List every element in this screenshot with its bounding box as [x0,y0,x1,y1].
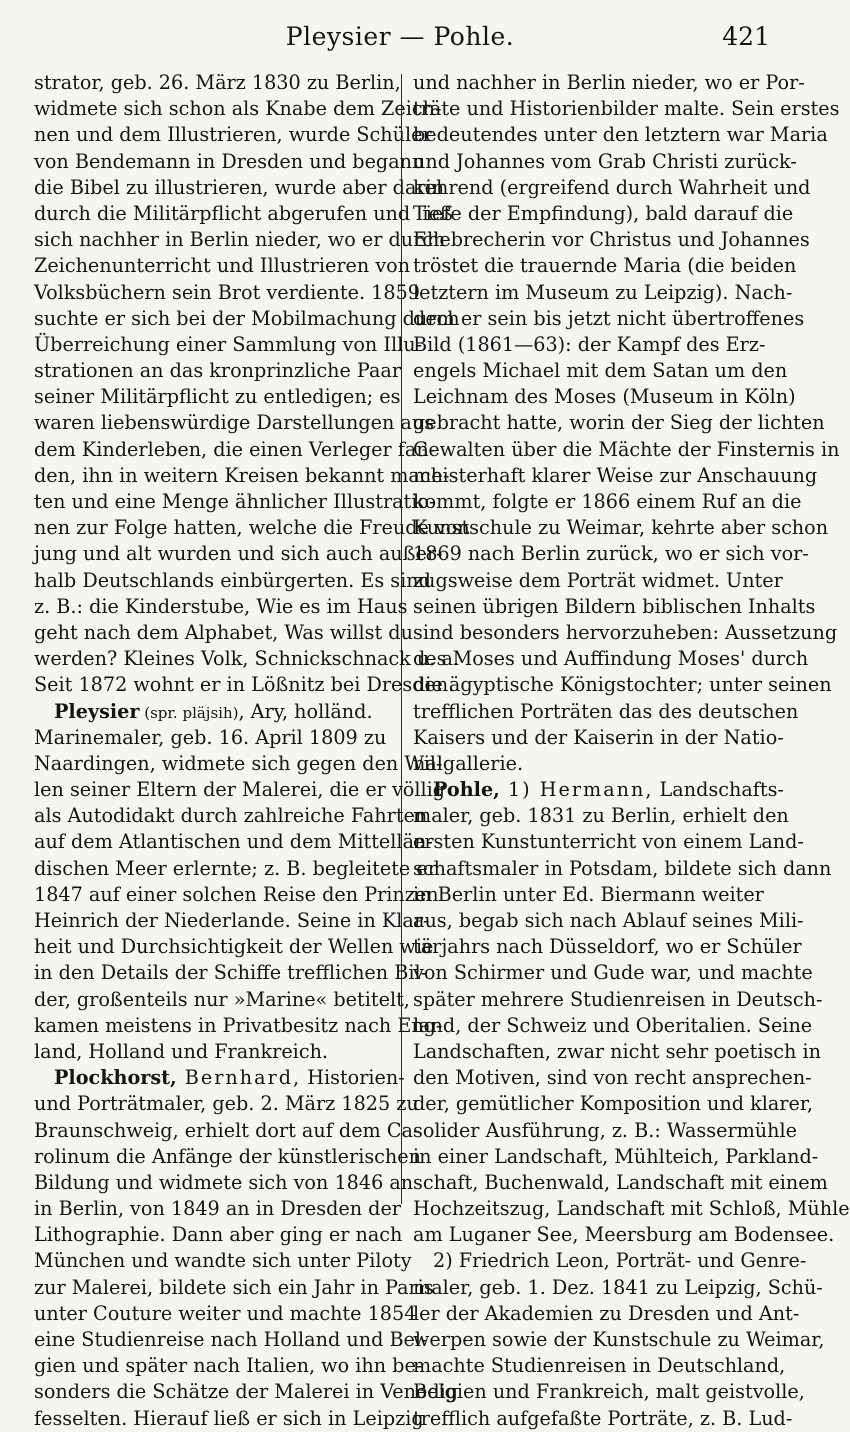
text-line [34,437,436,463]
text-line [413,96,840,122]
line-text: rolinum die Anfänge der künstlerischen [34,1144,422,1168]
line-text: Kunstschule zu Weimar, kehrte aber schon [413,516,829,540]
line-text: land, Holland und Frankreich. [34,1039,329,1063]
line-text: 1847 auf einer solchen Reise den Prinzen [34,882,439,906]
line-text: maler, geb. 1. Dez. 1841 zu Leipzig, Schü- [413,1275,823,1299]
line-text: solider Ausführung, z. B.: Wassermühle [413,1118,798,1142]
line-text: der, großenteils nur »Marine« betitelt, [34,987,410,1011]
text-line [413,306,805,332]
line-text: ten und eine Menge ähnlicher Illustratio- [34,490,436,513]
spaced-name: Bernhard, [176,1066,302,1090]
text-line [34,1222,403,1248]
text-line [34,882,439,908]
text-line [413,1039,821,1065]
text-line [413,149,797,175]
text-line [413,1196,850,1222]
line-text: den Motiven, sind von recht ansprechen- [413,1066,812,1090]
text-line [413,122,828,148]
line-text: dem er sein bis jetzt nicht übertroffenes [413,306,805,330]
text-line [413,70,805,96]
text-line [413,1091,814,1117]
text-line [34,149,425,175]
line-text: Historien- [301,1066,405,1090]
entry-heading-line [34,699,390,725]
text-line [34,201,453,227]
line-text: bedeutendes unter den letztern war Maria [413,123,828,147]
text-line [34,1196,401,1222]
text-line [413,175,811,201]
line-text: tärjahrs nach Düsseldorf, wo er Schüler [413,935,802,959]
line-text: in einer Landschaft, Mühlteich, Parkland- [413,1144,819,1168]
text-line [34,751,443,777]
line-text: Bildung und widmete sich von 1846 an [34,1170,414,1194]
line-text: Lithographie. Dann aber ging er nach [34,1223,403,1247]
line-text: strationen an das kronprinzliche Paar [34,359,401,383]
text-line [34,1144,422,1170]
text-line [413,1222,835,1248]
text-line [34,1327,428,1353]
text-line [34,515,470,541]
text-line [34,1091,419,1117]
line-text: kommt, folgte er 1866 einem Ruf an die [413,490,802,513]
text-line [413,960,813,986]
line-text: eine Studienreise nach Holland und Bel- [34,1328,428,1351]
line-text: halb Deutschlands einbürgerten. Es sind [34,568,431,592]
text-line [413,280,793,306]
line-text: trefflich aufgefaßte Porträte, z. B. Lud- [413,1406,793,1430]
text-line [34,410,435,436]
entry-headword: Plockhorst, [54,1066,177,1090]
text-line [34,1275,434,1301]
text-line [34,1406,424,1432]
line-text: kehrend (ergreifend durch Wahrheit und [413,175,811,199]
line-text: fesselten. Hierauf ließ er sich in Leipzig [34,1406,424,1430]
line-text: geht nach dem Alphabet, Was willst du [34,620,413,644]
line-text: engels Michael mit dem Satan um den [413,359,788,383]
text-line [413,856,832,882]
text-line [34,1248,412,1274]
line-text: von Bendemann in Dresden und begann [34,149,425,173]
text-line [413,829,804,855]
text-line [413,384,796,410]
text-line [413,699,799,725]
text-line [34,1039,390,1065]
line-text: Belgien und Frankreich, malt geistvolle, [413,1380,805,1404]
line-text: heit und Durchsichtigkeit der Wellen wie [34,935,434,959]
line-text: dischen Meer erlernte; z. B. begleitete er [34,856,437,880]
page-number: 421 [722,22,770,51]
text-line [34,1379,459,1405]
text-line [413,1118,798,1144]
line-text: Hochzeitszug, Landschaft mit Schloß, Mühle [413,1197,850,1221]
line-text: als Autodidakt durch zahlreiche Fahrten [34,804,428,828]
text-line [413,332,769,358]
line-text: zugsweise dem Porträt widmet. Unter [413,568,783,592]
line-text: Gewalten über die Mächte der Finsternis in [413,437,840,461]
line-text: machte Studienreisen in Deutschland, [413,1354,786,1378]
text-line [413,1353,786,1379]
line-text: Braunschweig, erhielt dort auf dem Ca- [34,1118,420,1142]
text-line [34,227,446,253]
line-text: seiner Militärpflicht zu entledigen; es [34,385,401,409]
line-text: Naardingen, widmete sich gegen den Wil- [34,751,443,775]
line-text: ersten Kunstunterricht von einem Land- [413,830,804,854]
text-line [34,803,428,829]
line-text: Leichnam des Moses (Museum in Köln) [413,385,796,409]
text-line [34,70,401,96]
text-line [413,1406,793,1432]
text-line [413,1013,813,1039]
text-line [34,489,436,515]
line-text: dem Kinderleben, die einen Verleger fan- [34,437,436,461]
pronunciation-note: (spr. pläjsih) [139,703,239,722]
text-line [34,1170,414,1196]
line-text: und Johannes vom Grab Christi zurück- [413,149,797,173]
text-line [413,253,797,279]
text-line [34,463,450,489]
line-text: 2) Friedrich Leon, Porträt- und Genre- [433,1249,807,1273]
text-line [413,489,802,515]
text-line [34,306,460,332]
text-line [34,620,413,646]
text-line [413,541,809,567]
text-line [34,1301,417,1327]
text-line [413,201,794,227]
line-text: jung und alt wurden und sich auch außer- [34,542,443,566]
line-text: zur Malerei, bildete sich ein Jahr in Paris [34,1275,434,1299]
line-text: letztern im Museum zu Leipzig). Nach- [413,280,793,304]
text-line [413,987,823,1013]
text-line [34,987,410,1013]
text-line [34,725,390,751]
line-text: gien und später nach Italien, wo ihn be- [34,1354,423,1378]
line-text: nen zur Folge hatten, welche die Freude von [34,516,470,540]
text-line [413,725,784,751]
line-text: unter Couture weiter und machte 1854 [34,1301,417,1325]
line-text: Seit 1872 wohnt er in Lößnitz bei Dresden. [34,673,455,697]
entry-headword: Pleysier [54,699,140,723]
line-text: land, der Schweiz und Oberitalien. Seine [413,1013,813,1037]
line-text: den, ihn in weitern Kreisen bekannt mach- [34,463,450,487]
page-header [28,22,772,62]
line-text: in den Details der Schiffe trefflichen Bil- [34,961,428,985]
line-text: z. B.: die Kinderstube, Wie es im Haus [34,594,408,618]
text-line [34,175,445,201]
line-text: Volksbüchern sein Brot verdiente. 1859 [34,280,421,304]
text-line [413,1379,805,1405]
text-line [413,437,840,463]
line-text: strator, geb. 26. März 1830 zu Berlin, [34,71,401,94]
entry-heading-line [413,777,784,803]
line-text: des Moses und Auffindung Moses' durch [413,647,809,671]
line-text: sind besonders hervorzuheben: Aussetzung [413,620,838,644]
text-line [413,672,832,698]
text-line [413,1170,828,1196]
text-line [34,960,428,986]
text-line [34,594,408,620]
line-text: ler der Akademien zu Dresden und Ant- [413,1301,800,1325]
line-text: Landschafts- [653,778,784,802]
text-line [413,227,810,253]
line-text: nen und dem Illustrieren, wurde Schüler [34,123,432,147]
text-line [34,280,421,306]
line-text: werpen sowie der Kunstschule zu Weimar, [413,1328,825,1351]
line-text: werden? Kleines Volk, Schnickschnack u. a. [34,647,459,671]
line-text: kamen meistens in Privatbesitz nach Eng- [34,1013,443,1037]
line-text: die Bibel zu illustrieren, wurde aber darin [34,175,445,199]
line-text: Kaisers und der Kaiserin in der Natio- [413,725,784,749]
text-line [34,1013,443,1039]
text-line [413,568,783,594]
text-line [34,829,433,855]
line-text: München und wandte sich unter Piloty [34,1249,412,1273]
text-line [34,1353,423,1379]
text-line [34,122,432,148]
line-text: 1869 nach Berlin zurück, wo er sich vor- [413,542,809,566]
line-text: schaftsmaler in Potsdam, bildete sich dann [413,856,832,880]
text-line [34,934,434,960]
line-text: widmete sich schon als Knabe dem Zeich- [34,97,442,121]
text-line [34,541,443,567]
line-text: aus, begab sich nach Ablauf seines Mili- [413,909,804,932]
line-text: seinen übrigen Bildern biblischen Inhalts [413,594,816,618]
text-line [34,908,430,934]
text-line [413,646,809,672]
line-text: Zeichenunterricht und Illustrieren von [34,254,411,278]
text-line [413,358,788,384]
text-line [413,908,804,934]
text-line [34,253,411,279]
text-line [413,410,825,436]
line-text: durch die Militärpflicht abgerufen und ließ [34,201,453,225]
text-line [413,1065,812,1091]
line-text: Ehebrecherin vor Christus und Johannes [413,228,810,252]
line-text: Landschaften, zwar nicht sehr poetisch in [413,1039,821,1063]
line-text: tröstet die trauernde Maria (die beiden [413,254,797,278]
text-line [413,515,829,541]
line-text: schaft, Buchenwald, Landschaft mit einem [413,1170,828,1194]
text-line [413,1248,807,1274]
line-text: am Luganer See, Meersburg am Bodensee. [413,1223,835,1247]
entry-heading-line [34,1065,405,1091]
line-text: nalgallerie. [413,751,524,775]
line-text: der, gemütlicher Komposition und klarer, [413,1092,814,1116]
text-line [34,332,423,358]
text-line [413,1275,823,1301]
text-line [34,777,446,803]
text-line [413,934,802,960]
text-line [413,463,818,489]
text-line [34,672,455,698]
line-text: Bild (1861—63): der Kampf des Erz- [413,332,766,356]
line-text: Marinemaler, geb. 16. April 1809 zu [34,725,387,749]
text-line [34,1118,420,1144]
text-line [413,620,838,646]
text-line [34,358,401,384]
line-text: auf dem Atlantischen und dem Mittellän- [34,830,433,854]
text-line [413,803,789,829]
line-text: in Berlin unter Ed. Biermann weiter [413,882,764,906]
line-text: Heinrich der Niederlande. Seine in Klar- [34,909,430,932]
text-line [34,646,459,672]
line-text: die ägyptische Königstochter; unter seinen [413,673,832,697]
text-line [413,1327,825,1353]
line-text: suchte er sich bei der Mobilmachung durch [34,306,460,330]
line-text: gebracht hatte, worin der Sieg der lichten [413,411,825,435]
text-line [34,856,437,882]
text-line [413,882,769,908]
text-line [413,751,769,777]
text-line [413,1144,819,1170]
text-line [413,594,816,620]
line-text: , Ary, holländ. [238,699,373,723]
text-line [34,96,442,122]
line-text: waren liebenswürdige Darstellungen aus [34,411,435,435]
line-text: und nachher in Berlin nieder, wo er Por- [413,71,805,94]
line-text: und Porträtmaler, geb. 2. März 1825 zu [34,1092,419,1116]
spaced-name: 1) Hermann, [499,778,654,802]
line-text: Überreichung einer Sammlung von Illu- [34,332,423,356]
line-text: Tiefe der Empfindung), bald darauf die [413,201,794,225]
text-line [34,568,431,594]
line-text: sonders die Schätze der Malerei in Venedig [34,1380,459,1404]
entry-headword: Pohle, [433,778,500,802]
running-title: Pleysier — Pohle. [285,22,515,51]
text-line [34,384,401,410]
line-text: sich nachher in Berlin nieder, wo er durch [34,228,446,252]
line-text: meisterhaft klarer Weise zur Anschauung [413,463,818,487]
line-text: trefflichen Porträten das des deutschen [413,699,799,723]
line-text: von Schirmer und Gude war, und machte [413,961,813,985]
line-text: später mehrere Studienreisen in Deutsch- [413,987,823,1011]
text-line [413,1301,800,1327]
line-text: träte und Historienbilder malte. Sein erstes [413,97,840,121]
line-text: in Berlin, von 1849 an in Dresden der [34,1197,401,1221]
line-text: len seiner Eltern der Malerei, die er völlig [34,778,446,802]
line-text: maler, geb. 1831 zu Berlin, erhielt den [413,804,789,828]
right-column [413,70,850,1432]
